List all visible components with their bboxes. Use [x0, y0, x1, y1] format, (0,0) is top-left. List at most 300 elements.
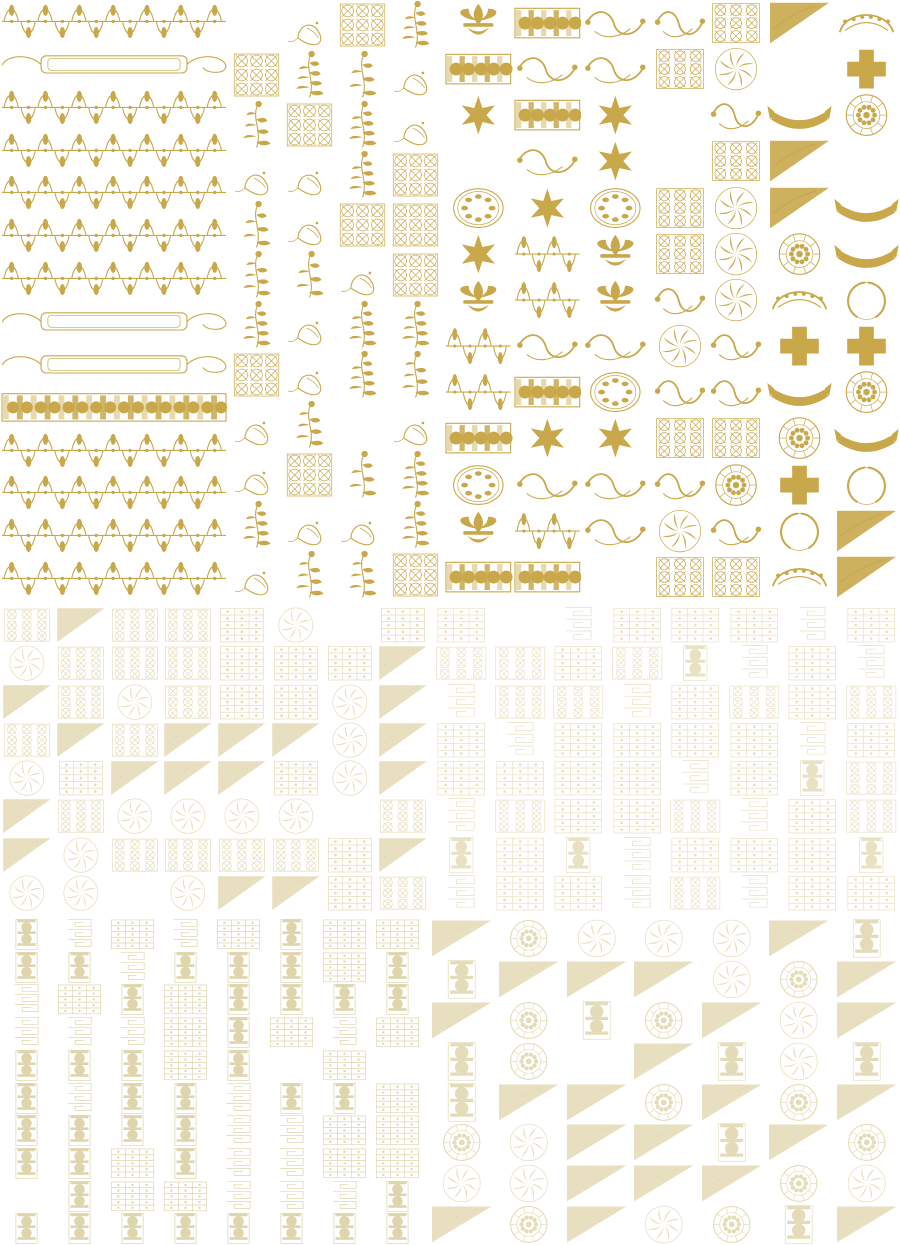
ornament-motif — [230, 100, 283, 150]
ornament-motif — [666, 797, 725, 835]
ornament-motif — [513, 369, 582, 415]
ornament-motif — [53, 951, 106, 984]
ornament-motif — [376, 721, 430, 759]
ornament-motif — [161, 644, 215, 682]
ornament-motif — [833, 0, 900, 46]
ornament-motif — [336, 350, 389, 400]
ornament-motif — [0, 343, 228, 386]
ornament-motif — [652, 46, 708, 92]
ornament-motif — [336, 200, 389, 250]
ornament-motif — [336, 550, 389, 600]
ornament-motif — [581, 231, 650, 277]
ornament-motif — [444, 462, 513, 508]
ornament-motif — [444, 508, 513, 554]
ornament-grid — [0, 918, 424, 1245]
ornament-motif — [0, 983, 53, 1016]
ornament-motif — [766, 46, 833, 92]
ornament-motif — [269, 797, 323, 835]
ornament-motif — [318, 1016, 371, 1049]
ornament-motif — [428, 918, 495, 959]
ornament-motif — [371, 1212, 424, 1245]
ornament-motif — [269, 644, 323, 682]
ornament-motif — [389, 400, 442, 450]
ornament-motif — [389, 450, 442, 500]
ornament-motif — [106, 1082, 159, 1115]
ornament-motif — [765, 918, 832, 959]
ornament-motif — [581, 415, 650, 461]
ornament-motif — [318, 1212, 371, 1245]
ornament-motif — [765, 1000, 832, 1041]
ornament-motif — [0, 1212, 53, 1245]
ornament-motif — [783, 644, 842, 682]
ornament-motif — [106, 1212, 159, 1245]
ornament-motif — [0, 0, 228, 43]
ornament-motif — [212, 1082, 265, 1115]
ornament-motif — [159, 918, 212, 951]
ornament-motif — [581, 323, 650, 369]
ornament-motif — [725, 874, 784, 912]
ornament-motif — [581, 0, 650, 46]
ornament-motif — [608, 874, 667, 912]
ornament-motif — [376, 606, 430, 644]
ornament-motif — [444, 323, 513, 369]
ornament-motif — [318, 918, 371, 951]
ornament-motif — [269, 721, 323, 759]
ornament-motif — [336, 150, 389, 200]
ornament-motif — [432, 874, 491, 912]
ornament-motif — [491, 606, 550, 644]
ornament-motif — [491, 874, 550, 912]
ornament-motif — [708, 323, 764, 369]
ornament-motif — [783, 874, 842, 912]
ornament-motif — [0, 644, 54, 682]
ornament-motif — [708, 554, 764, 600]
ornament-motif — [159, 1016, 212, 1049]
ornament-motif — [215, 874, 269, 912]
ornament-motif — [725, 606, 784, 644]
ornament-motif — [725, 683, 784, 721]
ornament-motif — [783, 606, 842, 644]
ornament-motif — [698, 1122, 765, 1163]
ornament-motif — [833, 1204, 900, 1245]
ornament-motif — [0, 797, 54, 835]
ornament-motif — [513, 323, 582, 369]
ornament-motif — [765, 1082, 832, 1123]
ornament-motif — [0, 214, 228, 257]
ornament-motif — [842, 836, 900, 874]
ornament-motif — [698, 1082, 765, 1123]
ornament-motif — [323, 683, 377, 721]
ornament-motif — [318, 951, 371, 984]
ornament-motif — [269, 683, 323, 721]
ornament-motif — [283, 400, 336, 450]
ornament-motif — [766, 185, 833, 231]
ornament-motif — [432, 759, 491, 797]
ornament-motif — [318, 1180, 371, 1213]
ornament-motif — [833, 462, 900, 508]
ornament-motif — [389, 50, 442, 100]
ornament-motif — [432, 836, 491, 874]
ornament-motif — [106, 951, 159, 984]
ornament-motif — [336, 0, 389, 50]
ornament-panel-vine-and-bird-sprigs — [230, 0, 442, 600]
ornament-motif — [444, 369, 513, 415]
ornament-motif — [230, 400, 283, 450]
ornament-motif — [563, 1041, 630, 1082]
ornament-motif — [161, 874, 215, 912]
ornament-motif — [698, 1000, 765, 1041]
ornament-motif — [842, 721, 900, 759]
ornament-motif — [698, 1163, 765, 1204]
ornament-motif — [53, 1049, 106, 1082]
ornament-motif — [766, 462, 833, 508]
ornament-motif — [0, 1180, 53, 1213]
ornament-motif — [323, 644, 377, 682]
ornament-motif — [230, 350, 283, 400]
ornament-motif — [666, 759, 725, 797]
ornament-motif — [766, 323, 833, 369]
ornament-motif — [666, 606, 725, 644]
ornament-motif — [0, 386, 228, 429]
ornament-motif — [54, 721, 108, 759]
ornament-motif — [608, 644, 667, 682]
ornament-motif — [212, 918, 265, 951]
ornament-motif — [161, 606, 215, 644]
ornament-motif — [833, 277, 900, 323]
ornament-motif — [318, 1114, 371, 1147]
ornament-motif — [491, 759, 550, 797]
ornament-motif — [212, 951, 265, 984]
ornament-motif — [283, 350, 336, 400]
ornament-motif — [630, 1000, 697, 1041]
ornament-motif — [513, 415, 582, 461]
ornament-motif — [108, 797, 162, 835]
ornament-motif — [652, 231, 708, 277]
ornament-motif — [230, 50, 283, 100]
ornament-motif — [212, 1147, 265, 1180]
ornament-motif — [581, 369, 650, 415]
ornament-motif — [652, 277, 708, 323]
ornament-motif — [549, 836, 608, 874]
ornament-motif — [833, 1041, 900, 1082]
ornament-panel-pale-celtic-blocks-left — [0, 606, 430, 912]
ornament-motif — [608, 797, 667, 835]
ornament-motif — [783, 759, 842, 797]
ornament-motif — [376, 644, 430, 682]
ornament-motif — [725, 644, 784, 682]
ornament-motif — [283, 500, 336, 550]
ornament-motif — [581, 185, 650, 231]
ornament-motif — [766, 0, 833, 46]
ornament-motif — [563, 959, 630, 1000]
ornament-motif — [212, 1114, 265, 1147]
ornament-motif — [725, 797, 784, 835]
ornament-motif — [159, 1147, 212, 1180]
ornament-motif — [159, 1114, 212, 1147]
ornament-motif — [563, 1163, 630, 1204]
ornament-motif — [215, 721, 269, 759]
ornament-motif — [318, 983, 371, 1016]
ornament-motif — [376, 683, 430, 721]
ornament-motif — [323, 874, 377, 912]
ornament-motif — [666, 683, 725, 721]
ornament-motif — [336, 250, 389, 300]
ornament-motif — [432, 721, 491, 759]
ornament-motif — [652, 554, 708, 600]
ornament-motif — [428, 1122, 495, 1163]
ornament-motif — [513, 0, 582, 46]
ornament-motif — [608, 721, 667, 759]
ornament-motif — [106, 1147, 159, 1180]
ornament-motif — [265, 1180, 318, 1213]
ornament-motif — [608, 836, 667, 874]
ornament-motif — [491, 797, 550, 835]
ornament-motif — [389, 550, 442, 600]
ornament-motif — [495, 959, 562, 1000]
ornament-motif — [630, 959, 697, 1000]
ornament-motif — [265, 918, 318, 951]
ornament-panel-pale-lattice-blocks-right — [432, 606, 900, 912]
ornament-motif — [323, 721, 377, 759]
ornament-motif — [833, 1122, 900, 1163]
ornament-motif — [581, 46, 650, 92]
ornament-motif — [371, 1016, 424, 1049]
ornament-motif — [265, 951, 318, 984]
ornament-motif — [212, 1212, 265, 1245]
ornament-motif — [230, 450, 283, 500]
ornament-motif — [230, 300, 283, 350]
ornament-motif — [54, 797, 108, 835]
ornament-motif — [108, 759, 162, 797]
ornament-motif — [0, 1016, 53, 1049]
ornament-motif — [432, 683, 491, 721]
ornament-motif — [0, 759, 54, 797]
ornament-motif — [608, 759, 667, 797]
ornament-motif — [53, 1016, 106, 1049]
ornament-motif — [108, 683, 162, 721]
ornament-motif — [336, 50, 389, 100]
ornament-motif — [842, 606, 900, 644]
ornament-motif — [766, 554, 833, 600]
ornament-motif — [428, 959, 495, 1000]
ornament-motif — [53, 1082, 106, 1115]
ornament-motif — [283, 100, 336, 150]
ornament-motif — [0, 1114, 53, 1147]
ornament-motif — [371, 1114, 424, 1147]
ornament-motif — [0, 471, 228, 514]
ornament-motif — [323, 836, 377, 874]
ornament-motif — [336, 100, 389, 150]
ornament-motif — [376, 836, 430, 874]
ornament-panel-corner-and-wreath-column — [766, 0, 900, 600]
ornament-panel-fleur-and-scroll-grid — [444, 0, 650, 600]
ornament-motif — [428, 1041, 495, 1082]
ornament-motif — [283, 250, 336, 300]
ornament-motif — [106, 1114, 159, 1147]
ornament-motif — [608, 606, 667, 644]
ornament-motif — [444, 138, 513, 184]
ornament-motif — [0, 86, 228, 129]
ornament-motif — [159, 1049, 212, 1082]
ornament-motif — [432, 644, 491, 682]
ornament-motif — [783, 683, 842, 721]
ornament-motif — [833, 323, 900, 369]
ornament-motif — [371, 1049, 424, 1082]
ornament-motif — [833, 1163, 900, 1204]
ornament-motif — [269, 874, 323, 912]
ornament-motif — [0, 171, 228, 214]
ornament-motif — [444, 415, 513, 461]
ornament-motif — [215, 759, 269, 797]
ornament-motif — [444, 46, 513, 92]
ornament-motif — [0, 874, 54, 912]
ornament-motif — [108, 836, 162, 874]
ornament-motif — [265, 1147, 318, 1180]
ornament-motif — [652, 369, 708, 415]
ornament-motif — [389, 350, 442, 400]
ornament-motif — [106, 1049, 159, 1082]
ornament-motif — [652, 323, 708, 369]
ornament-motif — [652, 415, 708, 461]
ornament-motif — [53, 1147, 106, 1180]
ornament-motif — [376, 759, 430, 797]
ornament-motif — [652, 508, 708, 554]
ornament-motif — [108, 644, 162, 682]
ornament-motif — [265, 1082, 318, 1115]
ornament-motif — [581, 92, 650, 138]
ornament-motif — [230, 250, 283, 300]
ornament-motif — [371, 918, 424, 951]
ornament-motif — [371, 1082, 424, 1115]
ornament-motif — [283, 450, 336, 500]
ornament-motif — [766, 277, 833, 323]
ornament-motif — [215, 606, 269, 644]
ornament-motif — [108, 721, 162, 759]
ornament-motif — [491, 644, 550, 682]
ornament-motif — [549, 797, 608, 835]
ornament-motif — [666, 644, 725, 682]
ornament-motif — [444, 277, 513, 323]
ornament-motif — [766, 92, 833, 138]
ornament-motif — [376, 874, 430, 912]
ornament-motif — [652, 138, 708, 184]
ornament-motif — [495, 1000, 562, 1041]
ornament-motif — [513, 508, 582, 554]
ornament-motif — [444, 554, 513, 600]
ornament-motif — [630, 918, 697, 959]
ornament-motif — [549, 721, 608, 759]
ornament-grid — [0, 0, 228, 600]
ornament-motif — [549, 644, 608, 682]
ornament-motif — [581, 508, 650, 554]
ornament-motif — [549, 759, 608, 797]
ornament-motif — [495, 1122, 562, 1163]
ornament-motif — [783, 797, 842, 835]
ornament-grid — [0, 606, 430, 912]
ornament-motif — [54, 836, 108, 874]
ornament-motif — [708, 138, 764, 184]
ornament-motif — [581, 138, 650, 184]
ornament-motif — [652, 462, 708, 508]
ornament-motif — [283, 0, 336, 50]
ornament-motif — [371, 951, 424, 984]
ornament-motif — [106, 1180, 159, 1213]
ornament-motif — [842, 797, 900, 835]
ornament-motif — [283, 550, 336, 600]
ornament-motif — [765, 1204, 832, 1245]
ornament-motif — [106, 1016, 159, 1049]
ornament-motif — [495, 1082, 562, 1123]
ornament-motif — [159, 1212, 212, 1245]
ornament-motif — [269, 836, 323, 874]
ornament-motif — [833, 415, 900, 461]
ornament-motif — [161, 797, 215, 835]
ornament-motif — [708, 185, 764, 231]
ornament-motif — [563, 1122, 630, 1163]
ornament-motif — [159, 951, 212, 984]
ornament-motif — [432, 797, 491, 835]
ornament-motif — [212, 983, 265, 1016]
ornament-motif — [765, 1163, 832, 1204]
ornament-motif — [513, 138, 582, 184]
ornament-motif — [833, 46, 900, 92]
ornament-motif — [230, 500, 283, 550]
ornament-motif — [428, 1163, 495, 1204]
ornament-motif — [765, 1041, 832, 1082]
ornament-motif — [563, 1082, 630, 1123]
ornament-motif — [783, 836, 842, 874]
ornament-motif — [336, 300, 389, 350]
ornament-motif — [336, 450, 389, 500]
ornament-motif — [833, 185, 900, 231]
ornament-motif — [108, 874, 162, 912]
ornament-motif — [265, 1212, 318, 1245]
ornament-grid — [444, 0, 650, 600]
ornament-motif — [513, 92, 582, 138]
ornament-motif — [495, 1163, 562, 1204]
ornament-motif — [0, 1082, 53, 1115]
ornament-motif — [161, 759, 215, 797]
ornament-motif — [212, 1180, 265, 1213]
ornament-motif — [833, 92, 900, 138]
ornament-motif — [491, 683, 550, 721]
ornament-motif — [0, 683, 54, 721]
ornament-motif — [53, 1212, 106, 1245]
ornament-motif — [53, 983, 106, 1016]
ornament-motif — [833, 231, 900, 277]
ornament-motif — [428, 1204, 495, 1245]
ornament-grid — [428, 918, 900, 1245]
ornament-motif — [666, 721, 725, 759]
ornament-motif — [106, 918, 159, 951]
ornament-motif — [549, 874, 608, 912]
ornament-motif — [765, 959, 832, 1000]
ornament-motif — [230, 550, 283, 600]
ornament-motif — [161, 683, 215, 721]
ornament-motif — [0, 129, 228, 172]
ornament-motif — [495, 1204, 562, 1245]
ornament-motif — [444, 92, 513, 138]
ornament-motif — [766, 231, 833, 277]
ornament-motif — [389, 0, 442, 50]
ornament-motif — [444, 185, 513, 231]
ornament-motif — [833, 1082, 900, 1123]
ornament-motif — [766, 415, 833, 461]
ornament-motif — [833, 959, 900, 1000]
ornament-motif — [708, 92, 764, 138]
ornament-motif — [833, 918, 900, 959]
ornament-motif — [54, 644, 108, 682]
